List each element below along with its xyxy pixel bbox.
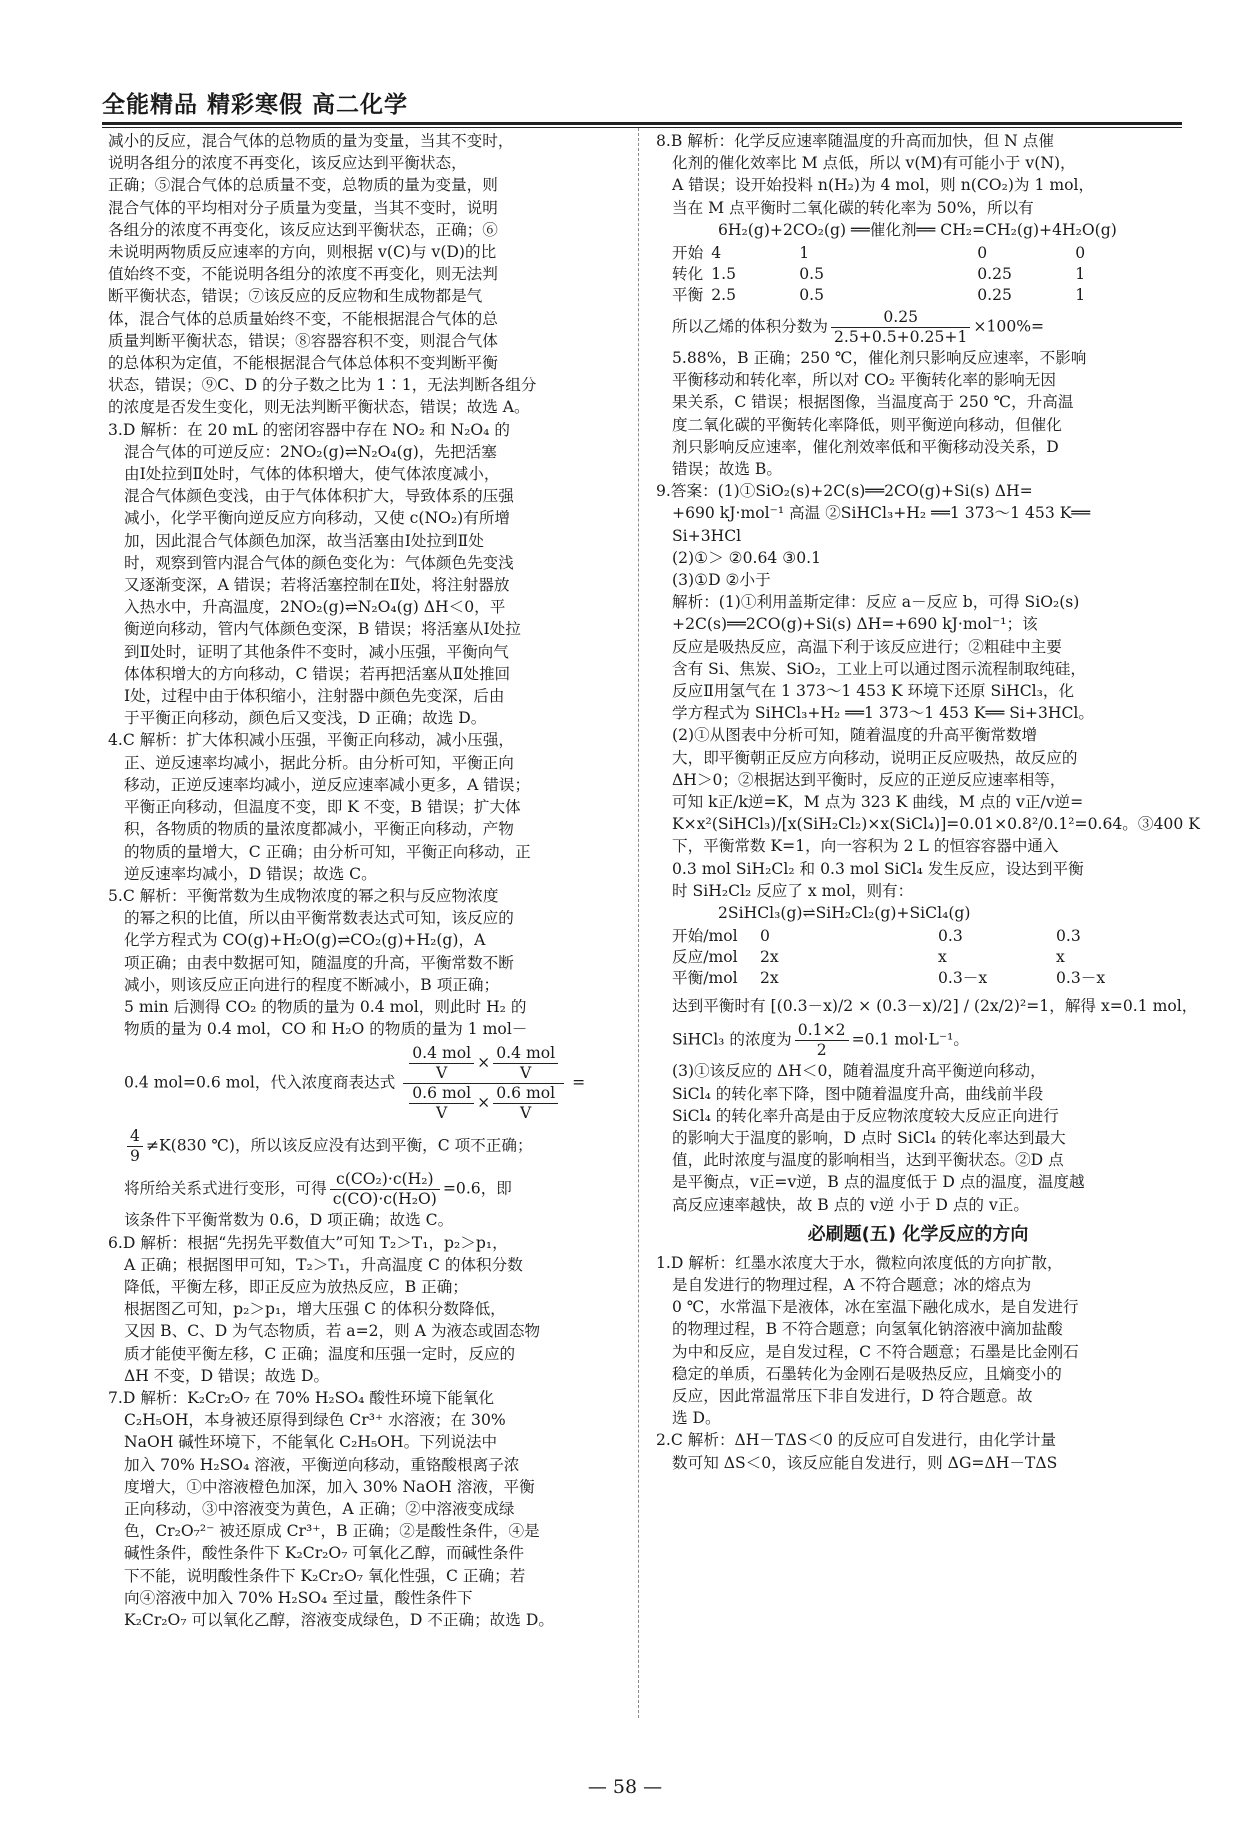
page-header (102, 86, 1182, 122)
text-line: A 错误；设开始投料 n(H₂)为 4 mol，则 n(CO₂)为 1 mol， (672, 176, 1095, 195)
table-row (672, 947, 1113, 968)
column-divider (638, 128, 639, 1718)
text-line: 色，Cr₂O₇²⁻ 被还原成 Cr³⁺，B 正确；②是酸性条件，④是 (124, 1522, 540, 1541)
text-line: 入热水中，升高温度，2NO₂(g)⇌N₂O₄(g) ΔH＜0，平 (124, 598, 506, 617)
text-line: 化剂的催化效率比 M 点低，所以 v(M)有可能小于 v(N)， (672, 154, 1076, 173)
text-line: 混合气体的可逆反应：2NO₂(g)⇌N₂O₄(g)，先把活塞 (124, 442, 497, 461)
text-line: 减小的反应，混合气体的总物质的量为变量，当其不变时， (108, 132, 514, 150)
table-row (672, 264, 1093, 285)
numerator: c(CO₂)·c(H₂) (330, 1170, 440, 1190)
text-line: 度二氧化碳的平衡转化率降低，则平衡逆向移动，但催化 (672, 415, 1062, 434)
table-cell: x (1056, 948, 1065, 967)
formula-suffix: ≠K(830 ℃)，所以该反应没有达到平衡，C 项不正确； (145, 1136, 533, 1155)
row-label: 反应/mol (672, 948, 738, 967)
table-cell: 4 (711, 244, 722, 263)
numerator: 0.25 (831, 308, 970, 328)
text-line: 的影响大于温度的影响，D 点时 SiCl₄ 的转化率达到最大 (672, 1128, 1066, 1147)
table-cell: 0.3 (938, 927, 963, 946)
text-line: (2)①＞ ②0.64 ③0.1 (672, 548, 822, 567)
page-number: — 58 — (587, 1776, 663, 1798)
text-line: 加入 70% H₂SO₄ 溶液，平衡逆向移动，重铬酸根离子浓 (124, 1455, 520, 1474)
row-label: 开始 (672, 244, 704, 263)
section-title: 必刷题(五) 化学反应的方向 (807, 1223, 1029, 1245)
text-line: 到Ⅱ处时，证明了其他条件不变时，减小压强，平衡向气 (124, 642, 509, 661)
table-cell: 0.3－x (938, 969, 988, 988)
table-row (672, 926, 1113, 947)
text-line: 反应Ⅱ用氢气在 1 373～1 453 K 环境下还原 SiHCl₃，化 (672, 682, 1075, 701)
concentration-formula (656, 1021, 1180, 1060)
text-line: 反应，因此常温常压下非自发进行，D 符合题意。故 (672, 1386, 1033, 1405)
text-line: 当在 M 点平衡时二氧化碳的转化率为 50%，所以有 (672, 198, 1034, 217)
text-line: 度增大，①中溶液橙色加深，加入 30% NaOH 溶液，平衡 (124, 1477, 535, 1496)
header-rule (102, 122, 1182, 125)
text-line: 减小，则该反应正向进行的程度不断减小，B 项正确； (124, 975, 500, 994)
text-line: SiCl₄ 的转化率下降，图中随着温度升高，曲线前半段 (672, 1084, 1044, 1103)
text-line: 逆反速率均减小，D 错误；故选 C。 (124, 864, 377, 883)
table-cell: 0.25 (977, 286, 1012, 305)
header-title: 全能精品 精彩寒假 高二化学 (102, 92, 409, 118)
text-line: 5.C 解析：平衡常数为生成物浓度的幂之积与反应物浓度 (108, 886, 499, 905)
table-cell: x (938, 948, 947, 967)
denominator: 2 (816, 1041, 827, 1060)
text-line: 7.D 解析：K₂Cr₂O₇ 在 70% H₂SO₄ 酸性环境下能氧化 (108, 1388, 495, 1407)
formula-suffix: ×100%= (973, 317, 1045, 336)
text-line: 时 SiH₂Cl₂ 反应了 x mol，则有： (672, 881, 914, 900)
denominator: V (520, 1104, 532, 1123)
text-line: (3)①D ②小于 (672, 571, 771, 590)
table-cell: 2.5 (711, 286, 737, 305)
text-line: 降低，平衡左移，即正反应为放热反应，B 正确； (124, 1277, 468, 1296)
formula-suffix: =0.6，即 (442, 1179, 512, 1198)
fraction-numerator: $\frac{\text{0.4 mol}}{V}$ × $\frac{\text{0.4 mol}}{V}$ (403, 1044, 564, 1084)
table-cell: 2x (760, 948, 779, 967)
compound-fraction (403, 1044, 564, 1123)
numerator: 0.6 mol (409, 1084, 474, 1104)
text-line: 学方程式为 SiHCl₃+H₂ ══1 373～1 453 K══ Si+3HCl。 (672, 704, 1094, 723)
text-line: 解析：(1)①利用盖斯定律：反应 a－反应 b，可得 SiO₂(s) (672, 593, 1080, 612)
table-cell: 1 (1075, 286, 1086, 305)
text-line: 反应是吸热反应，高温下利于该反应进行；②粗硅中主要 (672, 637, 1062, 656)
text-line: 质量判断平衡状态，错误；⑧容器容积不变，则混合气体 (108, 331, 498, 350)
row-label: 开始/mol (672, 927, 738, 946)
formula-prefix: 将所给关系式进行变形，可得 (124, 1179, 327, 1198)
text-line: 减小，化学平衡向逆反应方向移动，又使 c(NO₂)有所增 (124, 509, 511, 528)
text-line: 该条件下平衡常数为 0.6，D 项正确；故选 C。 (124, 1211, 454, 1230)
fraction (409, 1044, 474, 1083)
text-line: 果关系，C 错误；根据图像，当温度高于 250 ℃，升高温 (672, 393, 1074, 412)
denominator: 2.5+0.5+0.25+1 (833, 328, 968, 347)
fraction (493, 1084, 558, 1123)
text-line: 数可知 ΔS＜0，该反应能自发进行，则 ΔG=ΔH－TΔS (672, 1453, 1058, 1472)
table-row (672, 243, 1093, 264)
equilibrium-expression (656, 991, 1198, 1021)
formula-prefix: 0.4 mol=0.6 mol，代入浓度商表达式 (124, 1073, 396, 1092)
volume-fraction-formula (656, 308, 1180, 347)
text-line: +2C(s)══2CO(g)+Si(s) ΔH=+690 kJ·mol⁻¹；该 (672, 615, 1038, 634)
text-line: 积，各物质的物质的量浓度都减小，平衡正向移动，产物 (124, 820, 514, 839)
equilibrium-table-8 (656, 219, 1180, 306)
text-line: 混合气体颜色变浅，由于气体体积扩大，导致体系的压强 (124, 487, 514, 506)
text-line: 下，平衡常数 K=1，向一容积为 2 L 的恒容容器中通入 (672, 837, 1059, 856)
text-line: 说明各组分的浓度不再变化，该反应达到平衡状态， (108, 154, 467, 173)
reaction-equation: 2SiHCl₃(g)⇌SiH₂Cl₂(g)+SiCl₄(g) (718, 904, 971, 923)
header-rule-thin (102, 127, 1182, 128)
text-line: 2.C 解析：ΔH－TΔS＜0 的反应可自发进行，由化学计量 (656, 1431, 1057, 1450)
text-line: 为中和反应，是自发过程，C 不符合题意；石墨是比金刚石 (672, 1342, 1079, 1361)
text-line: 又逐渐变深，A 错误；若将活塞控制在Ⅱ处，将注射器放 (124, 576, 510, 595)
fraction (330, 1170, 440, 1209)
table-row (672, 285, 1093, 306)
row-label: 平衡 (672, 286, 704, 305)
formula-suffix: =1，解得 x=0.1 mol， (1026, 997, 1198, 1016)
text-line: 高反应速率越快，故 B 点的 v逆 小于 D 点的 v正。 (672, 1195, 1029, 1214)
text-line: 各组分的浓度不再变化，该反应达到平衡状态，正确；⑥ (108, 220, 498, 239)
text-line: A 正确；根据图甲可知，T₂＞T₁，升高温度 C 的体积分数 (124, 1255, 523, 1274)
formula-suffix: =0.1 mol·L⁻¹。 (851, 1030, 969, 1049)
text-line: 可知 k正/k逆=K，M 点为 323 K 曲线，M 点的 v正/v逆= (672, 793, 1084, 812)
text-line: 错误；故选 B。 (672, 460, 782, 479)
text-line: 根据图乙可知，p₂＞p₁，增大压强 C 的体积分数降低， (124, 1300, 506, 1319)
numerator: 0.6 mol (493, 1084, 558, 1104)
text-line: 项正确；由表中数据可知，随温度的升高，平衡常数不断 (124, 953, 514, 972)
text-line: 6.D 解析：根据“先拐先平数值大”可知 T₂＞T₁，p₂＞p₁， (108, 1233, 508, 1252)
numerator: 4 (127, 1127, 143, 1147)
text-line: 正确；⑤混合气体的总质量不变，总物质的量为变量，则 (108, 176, 498, 195)
denominator: V (436, 1104, 448, 1123)
quotient-formula (108, 1044, 626, 1123)
ratio-formula (108, 1170, 626, 1209)
fraction (493, 1044, 558, 1083)
text-line: 4.C 解析：扩大体积减小压强，平衡正向移动，减小压强， (108, 731, 515, 750)
text-line: 稳定的单质，石墨转化为金刚石是吸热反应，且熵变小的 (672, 1364, 1062, 1383)
text-line: 是平衡点，v正=v逆，B 点的温度低于 D 点的温度，温度越 (672, 1173, 1085, 1192)
fraction (795, 1021, 849, 1060)
row-label: 转化 (672, 265, 704, 284)
text-line: 加，因此混合气体颜色加深，故当活塞由Ⅰ处拉到Ⅱ处 (124, 531, 484, 550)
ice-table (672, 243, 1093, 306)
text-line: Ⅰ处，过程中由于体积缩小，注射器中颜色先变深，后由 (124, 687, 505, 706)
formula-suffix: = (572, 1073, 586, 1092)
text-line: 0 ℃，水常温下是液体，冰在室温下融化成水，是自发进行 (672, 1298, 1079, 1317)
text-line: 向④溶液中加入 70% H₂SO₄ 至过量，酸性条件下 (124, 1588, 473, 1607)
text-line: Si+3HCl (672, 526, 742, 545)
table-cell: 1 (1075, 265, 1086, 284)
text-line: 混合气体的平均相对分子质量为变量，当其不变时，说明 (108, 198, 498, 217)
fraction (127, 1127, 143, 1166)
text-line: 的物质的量增大，C 正确；由分析可知，平衡正向移动，正 (124, 842, 531, 861)
text-line: 碱性条件，酸性条件下 K₂Cr₂O₇ 可氧化乙醇，而碱性条件 (124, 1544, 524, 1563)
text-line: 9.答案：(1)①SiO₂(s)+2C(s)══2CO(g)+Si(s) ΔH= (656, 482, 1033, 501)
formula-prefix: 达到平衡时有 (672, 997, 766, 1016)
text-line: 体，混合气体的总质量始终不变，不能根据混合气体的总 (108, 309, 498, 328)
text-line: 衡逆向移动，管内气体颜色变深，B 错误；将活塞从Ⅰ处拉 (124, 620, 521, 639)
text-line: 选 D。 (672, 1409, 721, 1428)
text-line: 平衡移动和转化率，所以对 CO₂ 平衡转化率的影响无因 (672, 371, 1056, 390)
text-line: 是自发进行的物理过程，A 不符合题意；冰的熔点为 (672, 1275, 1032, 1294)
text-line: 未说明两物质反应速率的方向，则根据 v(C)与 v(D)的比 (108, 243, 497, 262)
text-line: 于平衡正向移动，颜色后又变浅，D 正确；故选 D。 (124, 709, 487, 728)
text-line: 正向移动，③中溶液变为黄色，A 正确；②中溶液变成绿 (124, 1499, 515, 1518)
text-line: 1.D 解析：红墨水浓度大于水，微粒向浓度低的方向扩散， (656, 1253, 1063, 1272)
fraction-formula (108, 1127, 626, 1166)
text-line: 又因 B、C、D 为气态物质，若 a=2，则 A 为液态或固态物 (124, 1322, 541, 1341)
denominator: c(CO)·c(H₂O) (332, 1190, 437, 1209)
denominator: V (520, 1064, 532, 1083)
text-line: 值，此时浓度与温度的影响相当，达到平衡状态。②D 点 (672, 1151, 1064, 1170)
text-line: C₂H₅OH，本身被还原得到绿色 Cr³⁺ 水溶液；在 30% (124, 1411, 506, 1430)
text-line: 物质的量为 0.4 mol，CO 和 H₂O 的物质的量为 1 mol－ (124, 1020, 528, 1039)
fraction (409, 1084, 474, 1123)
text-line: 时，观察到管内混合气体的颜色变化为：气体颜色先变浅 (124, 553, 514, 572)
text-line: (2)①从图表中分析可知，随着温度的升高平衡常数增 (672, 726, 1038, 745)
numerator: 0.4 mol (409, 1044, 474, 1064)
formula-prefix: SiHCl₃ 的浓度为 (672, 1030, 792, 1049)
table-cell: 1 (799, 244, 810, 263)
text-line: 移动，正逆反速率均减小，逆反应速率减小更多，A 错误； (124, 775, 531, 794)
equilibrium-table-9 (656, 902, 1180, 989)
text-line: 正、逆反速率均减小，据此分析。由分析可知，平衡正向 (124, 753, 514, 772)
text-line: 值始终不变，不能说明各组分的浓度不再变化，则无法判 (108, 265, 498, 284)
table-cell: 0.3 (1056, 927, 1081, 946)
fraction (831, 308, 970, 347)
text-line: 质才能使平衡左移，C 正确；温度和压强一定时，反应的 (124, 1344, 516, 1363)
row-label: 平衡/mol (672, 969, 738, 988)
table-row (672, 968, 1113, 989)
text-line: 由Ⅰ处拉到Ⅱ处时，气体的体积增大，使气体浓度减小， (124, 465, 500, 484)
text-line: 的物理过程，B 不符合题意；向氢氧化钠溶液中滴加盐酸 (672, 1320, 1063, 1339)
text-line: 的幂之积的比值，所以由平衡常数表达式可知，该反应的 (124, 909, 514, 928)
text-line: 8.B 解析：化学反应速率随温度的升高而加快，但 N 点催 (656, 132, 1054, 150)
text-line: 断平衡状态，错误；⑦该反应的反应物和生成物都是气 (108, 287, 483, 306)
text-line: (3)①该反应的 ΔH＜0，随着温度升高平衡逆向移动， (672, 1062, 1046, 1081)
table-cell: 1.5 (711, 265, 737, 284)
table-cell: 2x (760, 969, 779, 988)
text-line: 3.D 解析：在 20 mL 的密闭容器中存在 NO₂ 和 N₂O₄ 的 (108, 420, 510, 439)
text-line: 含有 Si、焦炭、SiO₂，工业上可以通过图示流程制取纯硅， (672, 659, 1086, 678)
denominator: 9 (130, 1147, 140, 1166)
formula-prefix: 所以乙烯的体积分数为 (672, 317, 828, 336)
formula-expression: [(0.3－x)/2 × (0.3－x)/2] / (2x/2)² (770, 997, 1027, 1016)
text-line: K₂Cr₂O₇ 可以氧化乙醇，溶液变成绿色，D 不正确；故选 D。 (124, 1610, 554, 1629)
text-line: 体体积增大的方向移动，C 错误；若再把活塞从Ⅱ处推回 (124, 664, 511, 683)
text-line: ΔH 不变，D 错误；故选 D。 (124, 1366, 330, 1385)
text-line: 平衡正向移动，但温度不变，即 K 不变，B 错误；扩大体 (124, 798, 521, 817)
denominator: V (436, 1064, 448, 1083)
text-line: 剂只影响反应速率，催化剂效率低和平衡移动没关系，D (672, 437, 1059, 456)
text-line: 化学方程式为 CO(g)+H₂O(g)⇌CO₂(g)+H₂(g)，A (124, 931, 486, 950)
text-line: 的总体积为定值，不能根据混合气体总体积不变判断平衡 (108, 354, 498, 373)
table-cell: 0 (977, 244, 988, 263)
table-cell: 0.5 (799, 265, 825, 284)
text-line: 状态，错误；⑨C、D 的分子数之比为 1∶1，无法判断各组分 (108, 376, 537, 395)
fraction-denominator: $\frac{\text{0.6 mol}}{V}$ × $\frac{\text{0.6 mol}}{V}$ (403, 1084, 564, 1123)
table-cell: 0.5 (799, 286, 825, 305)
left-column (108, 130, 626, 1710)
table-cell: 0.3－x (1056, 969, 1106, 988)
table-cell: 0 (1075, 244, 1086, 263)
left-lines-2 (108, 1209, 626, 1631)
text-line: NaOH 碱性环境下，不能氧化 C₂H₅OH。下列说法中 (124, 1433, 498, 1452)
text-line: 5 min 后测得 CO₂ 的物质的量为 0.4 mol，则此时 H₂ 的 (124, 997, 527, 1016)
numerator: 0.1×2 (795, 1021, 849, 1041)
text-line: 的浓度是否发生变化，则无法判断平衡状态，错误；故选 A。 (108, 398, 530, 417)
text-line: 5.88%，B 正确；250 ℃，催化剂只影响反应速率，不影响 (672, 349, 1087, 368)
text-line: +690 kJ·mol⁻¹ 高温 ②SiHCl₃+H₂ ══1 373～1 453 K══ (672, 504, 1091, 523)
left-lines-1 (108, 130, 626, 1040)
text-line: K×x²(SiHCl₃)/[x(SiH₂Cl₂)×x(SiCl₄)]=0.01×0.8²/0.1²=0.64。③400 K (672, 815, 1200, 834)
right-column (656, 130, 1200, 1710)
reaction-equation: 6H₂(g)+2CO₂(g) ══催化剂══ CH₂=CH₂(g)+4H₂O(g) (718, 220, 1117, 239)
text-line: 大，即平衡朝正反应方向移动，说明正反应吸热，故反应的 (672, 748, 1078, 767)
table-cell: 0.25 (977, 265, 1012, 284)
text-line: SiCl₄ 的转化率升高是由于反应物浓度较大反应正向进行 (672, 1106, 1059, 1125)
numerator: 0.4 mol (493, 1044, 558, 1064)
table-cell: 0 (760, 927, 770, 946)
text-line: ΔH＞0；②根据达到平衡时，反应的正逆反应速率相等， (672, 770, 1066, 789)
text-line: 下不能，说明酸性条件下 K₂Cr₂O₇ 氧化性强，C 正确；若 (124, 1566, 526, 1585)
ice-table (672, 926, 1113, 989)
text-line: 0.3 mol SiH₂Cl₂ 和 0.3 mol SiCl₄ 发生反应，设达到平衡 (672, 859, 1084, 878)
